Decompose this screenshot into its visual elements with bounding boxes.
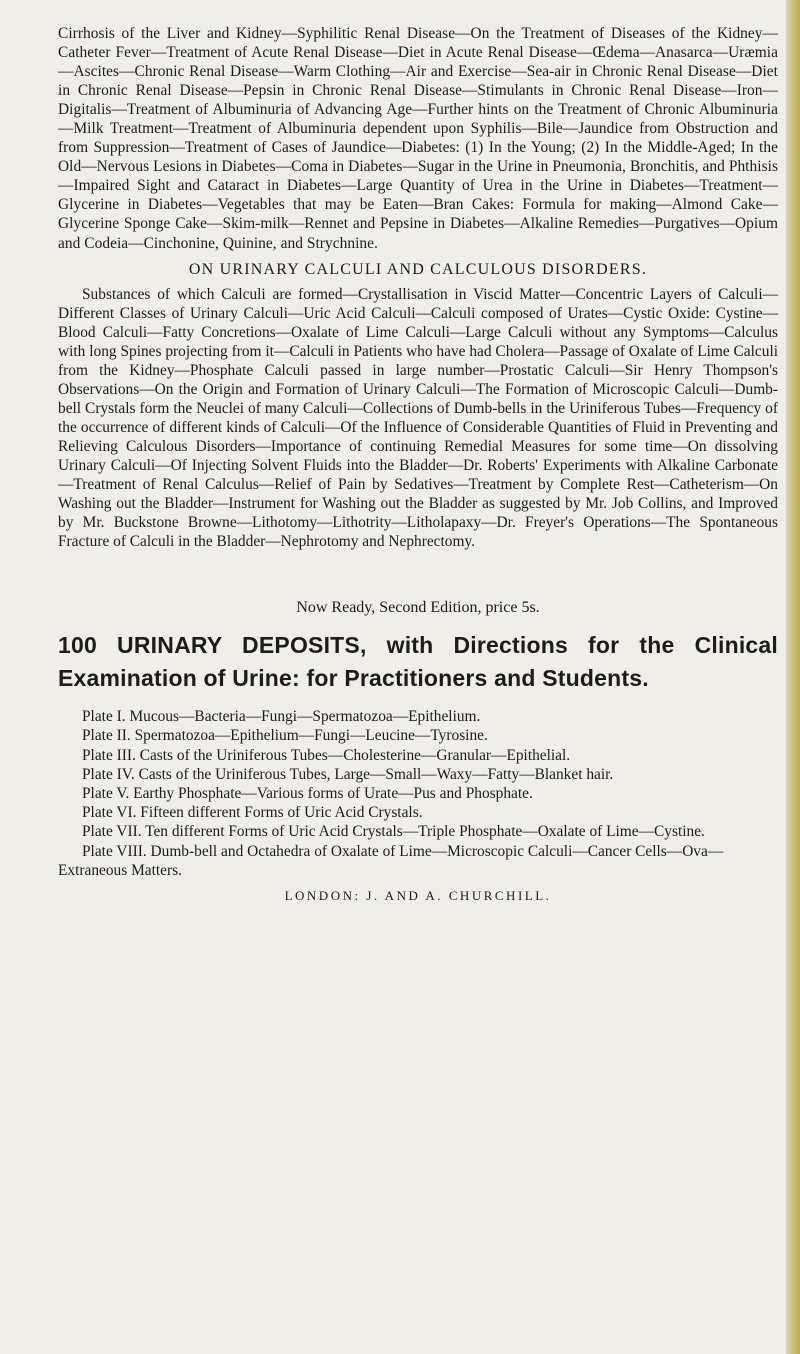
plate-item: Plate III. Casts of the Uriniferous Tubes—Cholesterine—Granular—Epithelial. [82,746,571,764]
plate-item: Plate VI. Fifteen different Forms of Uric Acid Crystals. [82,804,423,822]
plate-item: Plate I. Mucous—Bacteria—Fungi—Spermatozoa—Epithelium. [82,708,481,726]
plate-item: Plate IV. Casts of the Uriniferous Tubes, Large—Small—Waxy—Fatty—Blanket hair. [82,765,614,783]
publisher-imprint: LONDON: J. AND A. CHURCHILL. [284,888,552,904]
edition-notice: Now Ready, Second Edition, price 5s. [296,599,540,617]
page-content [58,24,778,904]
plate-item: Plate V. Earthy Phosphate—Various forms of Urate—Pus and Phosphate. [82,785,533,803]
plate-item: Plate VIII. Dumb-bell and Octahedra of Oxalate of Lime—Microscopic Calculi—Cancer Cells—Ova—Extraneous Matters. [58,842,724,879]
advertised-book-title: 100 URINARY DEPOSITS, with Directions for the Clinical Examination of Urine: for Practitioners and Students. [58,632,778,692]
page-edge [786,0,800,1354]
plate-item: Plate II. Spermatozoa—Epithelium—Fungi—Leucine—Tyrosine. [82,727,488,745]
contents-continued-paragraph: Cirrhosis of the Liver and Kidney—Syphilitic Renal Disease—On the Treatment of Diseases of the Kidney—Catheter Fever—Treatment of Acute Renal Disease—Diet in Acute Renal Disease—Œdema—Anasarca—Uræmia—Ascites—Chronic Renal Disease—Warm Clothing—Air and Exercise—Sea-air in Chronic Renal Disease—Diet in Chronic Renal Disease—Pepsin in Chronic Renal Disease—Stimulants in Chronic Renal Disease—Iron—Digitalis—Treatment of Albuminuria of Advancing Age—Further hints on the Treatment of Chronic Albuminuria—Milk Treatment—Treatment of Albuminuria dependent upon Syphilis—Bile—Jaundice from Obstruction and from Suppression—Treatment of Cases of Jaundice—Diabetes: (1) In the Young; (2) In the Middle-Aged; In the Old—Nervous Lesions in Diabetes—Coma in Diabetes—Sugar in the Urine in Pneumonia, Bronchitis, and Phthisis—Impaired Sight and Cataract in Diabetes—Large Quantity of Urea in the Urine in Diabetes—Treatment—Glycerine in Diabetes—Vegetables that may be Eaten—Bran Cakes: Formula for making—Almond Cake—Glycerine Sponge Cake—Skim-milk—Rennet and Pepsine in Diabetes—Alkaline Remedies—Purgatives—Opium and Codeia—Cinchonine, Quinine, and Strychnine. [58,25,778,252]
section-heading: ON URINARY CALCULI AND CALCULOUS DISORDERS. [188,260,648,278]
calculi-contents-paragraph: Substances of which Calculi are formed—Crystallisation in Viscid Matter—Concentric Layers of Calculi—Different Classes of Urinary Calculi—Uric Acid Calculi—Calculi composed of Urates—Cystic Oxide: Cystine—Blood Calculi—Fatty Concretions—Oxalate of Lime Calculi—Large Calculi without any Symptoms—Calculus with long Spines projecting from it—Calculi in Patients who have had Cholera—Passage of Oxalate of Lime Calculi from the Kidney—Phosphate Calculi passed in large number—Prostatic Calculi—Sir Henry Thompson's Observations—On the Origin and Formation of Urinary Calculi—The Formation of Microscopic Calculi—Dumb-bell Crystals form the Neuclei of many Calculi—Collections of Dumb-bells in the Uriniferous Tubes—Frequency of the occurrence of different kinds of Calculi—Of the Influence of Considerable Quantities of Fluid in Preventing and Relieving Calculous Disorders—Importance of continuing Remedial Measures for some time—On dissolving Urinary Calculi—Of Injecting Solvent Fluids into the Bladder—Dr. Roberts' Experiments with Alkaline Carbonate—Treatment of Renal Calculus—Relief of Pain by Sedatives—Treatment by Complete Rest—Catheterism—On Washing out the Bladder—Instrument for Washing out the Bladder as suggested by Mr. Job Collins, and Improved by Mr. Buckstone Browne—Lithotomy—Lithotrity—Litholapaxy—Dr. Freyer's Operations—The Spontaneous Fracture of Calculi in the Bladder—Nephrotomy and Nephrectomy. [58,285,778,551]
plate-item: Plate VII. Ten different Forms of Uric Acid Crystals—Triple Phosphate—Oxalate of Lime—Cystine. [82,823,705,841]
plates-list [58,707,778,880]
